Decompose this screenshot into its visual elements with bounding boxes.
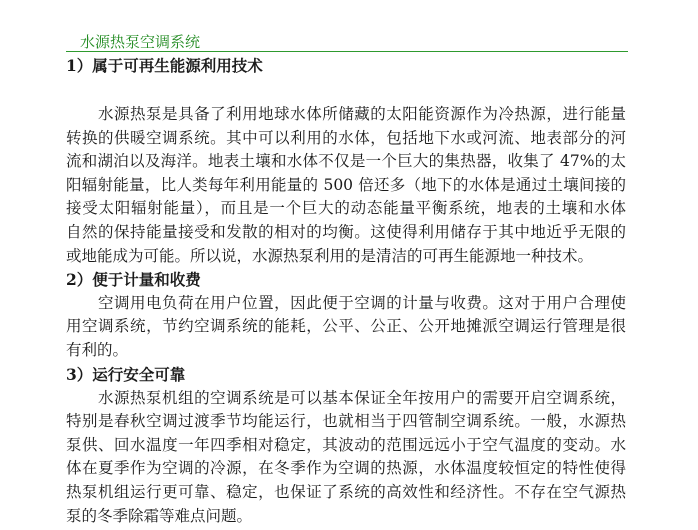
- paragraph-line: 有利的。: [66, 340, 129, 359]
- paragraph-line: 接受太阳辐射能量），而且是一个巨大的动态能量平衡系统，地表的土壤和水体: [66, 199, 626, 218]
- paragraph-line: 自然的保持能量接受和发散的相对的均衡。这使得利用储存于其中地近乎无限的: [66, 222, 626, 241]
- section-heading: 1）属于可再生能源利用技术: [66, 56, 263, 75]
- section-heading: 3）运行安全可靠: [66, 365, 186, 384]
- paragraph-line: 热泵机组运行更可靠、稳定，也保证了系统的高效性和经济性。不存在空气源热: [66, 482, 626, 501]
- paragraph-line: 阳辐射能量，比人类每年利用能量的 500 倍还多（地下的水体是通过土壤间接的: [66, 175, 626, 194]
- section-2: [66, 268, 626, 362]
- section-heading: 2）便于计量和收费: [66, 270, 201, 289]
- paragraph-line: 空调用电负荷在用户位置，因此便于空调的计量与收费。这对于用户合理使: [98, 293, 626, 312]
- title-divider: [66, 51, 628, 52]
- section-1-heading-block: [66, 54, 626, 78]
- section-3: [66, 363, 626, 528]
- paragraph-line: 特别是春秋空调过渡季节均能运行，也就相当于四管制空调系统。一般，水源热: [66, 412, 626, 431]
- paragraph-line: 泵供、回水温度一年四季相对稳定，其波动的范围远远小于空气温度的变动。水: [66, 435, 626, 454]
- paragraph-line: 水源热泵机组的空调系统是可以基本保证全年按用户的需要开启空调系统，: [98, 388, 626, 407]
- paragraph-line: 泵的冬季除霜等难点问题。: [66, 506, 253, 525]
- paragraph-line: 流和湖泊以及海洋。地表土壤和水体不仅是一个巨大的集热器，收集了 47%的太: [66, 152, 626, 171]
- paragraph-line: 或地能成为可能。所以说，水源热泵利用的是清洁的可再生能源地一种技术。: [66, 246, 594, 265]
- paragraph-line: 转换的供暖空调系统。其中可以利用的水体，包括地下水或河流、地表部分的河: [66, 128, 626, 147]
- document-title: 水源热泵空调系统: [80, 33, 201, 51]
- paragraph-line: 用空调系统，节约空调系统的能耗，公平、公正、公开地摊派空调运行管理是很: [66, 317, 626, 336]
- paragraph-line: 体在夏季作为空调的冷源，在冬季作为空调的热源，水体温度较恒定的特性使得: [66, 459, 626, 478]
- section-1-body: [66, 103, 626, 268]
- paragraph-line: 水源热泵是具备了利用地球水体所储藏的太阳能资源作为冷热源，进行能量: [98, 105, 626, 123]
